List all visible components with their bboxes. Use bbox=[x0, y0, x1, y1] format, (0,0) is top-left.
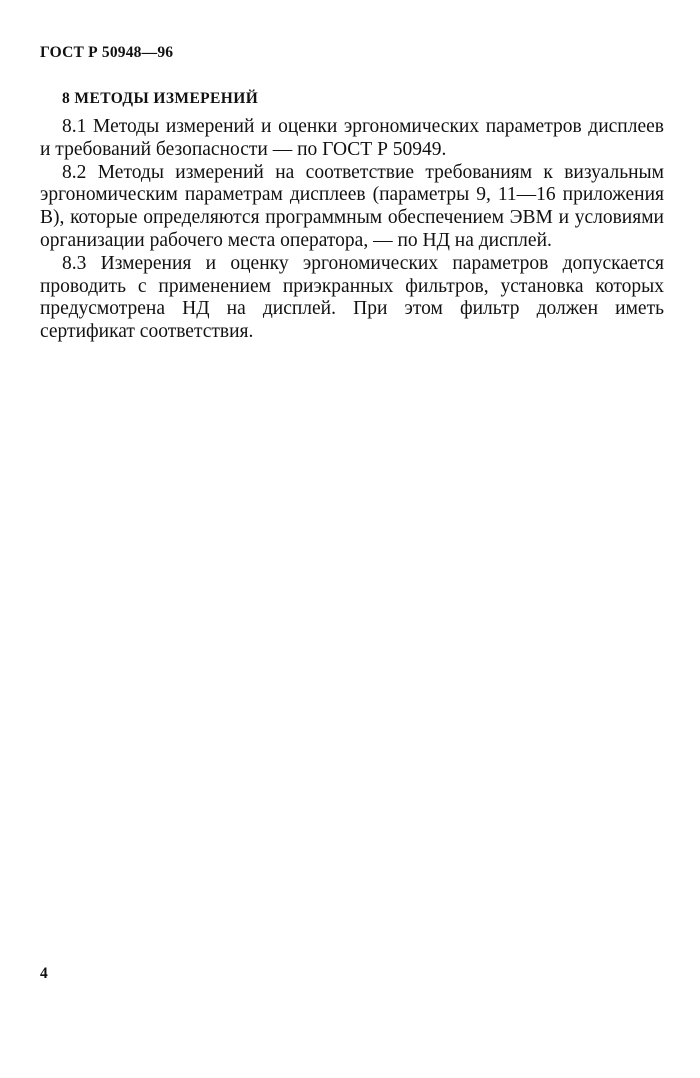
paragraph-8-2: 8.2 Методы измерений на соответствие требованиям к визуальным эргономическим параметрам дисплеев (параметры 9, 11—16 приложения В), которые определяются программным обеспечением ЭВМ и условиями организации рабочего места оператора, — по НД на дисплей. bbox=[40, 161, 664, 251]
section-body bbox=[40, 116, 664, 344]
page-number: 4 bbox=[40, 965, 48, 982]
paragraph-8-3: 8.3 Измерения и оценку эргономических параметров допускается проводить с применением приэкранных фильтров, установка которых предусмотрена НД на дисплей. При этом фильтр должен иметь сертификат соответствия. bbox=[40, 252, 664, 343]
section-heading: 8 МЕТОДЫ ИЗМЕРЕНИЙ bbox=[62, 90, 259, 107]
document-code: ГОСТ Р 50948—96 bbox=[40, 44, 174, 61]
paragraph-8-1: 8.1 Методы измерений и оценки эргономических параметров дисплеев и требований безопасности — по ГОСТ Р 50949. bbox=[40, 116, 664, 160]
